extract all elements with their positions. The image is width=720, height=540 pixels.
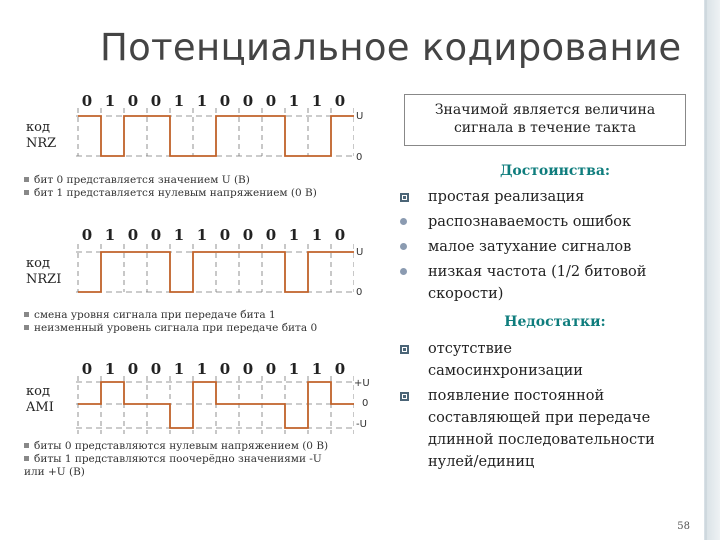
disadvantages-heading: Недостатки: <box>504 314 606 330</box>
signal-waveform <box>78 116 354 156</box>
bit-label: 0 <box>127 360 139 378</box>
signal-diagram-nrzi <box>74 242 354 294</box>
bit-label: 1 <box>173 92 185 110</box>
bit-label: 1 <box>311 360 323 378</box>
bit-label: 0 <box>219 226 231 244</box>
list-item-line: составляющей при передаче <box>428 410 651 426</box>
code-label-ami <box>26 384 54 416</box>
bit-label: 1 <box>288 92 300 110</box>
signal-diagram-ami <box>74 374 354 436</box>
note-line: биты 0 представляются нулевым напряжением (0 В) <box>24 440 328 453</box>
bit-label: 0 <box>81 92 93 110</box>
bullet-dot-icon <box>400 268 407 275</box>
bit-label: 0 <box>265 92 277 110</box>
info-box-line: Значимой является величина <box>434 102 656 118</box>
bit-label: 0 <box>242 226 254 244</box>
bullet-dot-icon <box>400 243 407 250</box>
bit-label: 0 <box>81 360 93 378</box>
code-label-nrz <box>26 120 56 152</box>
list-item-line: низкая частота (1/2 битовой <box>428 264 647 280</box>
bullet-square-icon <box>24 177 29 182</box>
bit-label: 0 <box>150 92 162 110</box>
bit-label: 0 <box>242 92 254 110</box>
list-item-line: отсутствие <box>428 341 512 357</box>
list-item-line: малое затухание сигналов <box>428 239 632 255</box>
bit-label: 0 <box>242 360 254 378</box>
bit-label: 0 <box>150 360 162 378</box>
decorative-side-bar <box>700 0 720 540</box>
code-label-nrzi <box>26 256 61 288</box>
advantages-heading: Достоинства: <box>499 163 611 179</box>
level-label-ami-plus-u: +U <box>354 378 370 389</box>
bullet-dot-icon <box>400 218 407 225</box>
list-item-line: длинной последовательности <box>428 432 655 448</box>
code-label-name: NRZI <box>26 272 62 287</box>
list-item-line: нулей/единиц <box>428 454 535 470</box>
bit-label: 1 <box>196 360 208 378</box>
bit-label: 0 <box>265 360 277 378</box>
note-line: бит 0 представляется значением U (В) <box>24 174 317 187</box>
bullet-square-icon <box>24 456 29 461</box>
bit-label: 1 <box>311 226 323 244</box>
list-item-line: самосинхронизации <box>428 363 583 379</box>
note-line: или +U (В) <box>24 466 85 478</box>
bit-label: 1 <box>104 360 116 378</box>
info-box-line: сигнала в течение такта <box>453 120 637 136</box>
notes-ami <box>24 440 328 479</box>
slide-title: Потенциальное кодирование <box>100 26 682 69</box>
note-line: смена уровня сигнала при передаче бита 1 <box>24 309 317 322</box>
level-label-ami-minus-u: -U <box>356 419 367 430</box>
note-line: неизменный уровень сигнала при передаче бита 0 <box>24 322 317 335</box>
bullet-square-icon <box>24 190 29 195</box>
bullet-square-icon <box>24 325 29 330</box>
code-label-word: код <box>26 120 50 135</box>
bullet-square-icon <box>400 392 409 401</box>
level-label-nrz-u: U <box>356 111 364 122</box>
bullet-square-icon <box>24 312 29 317</box>
disadvantages-list <box>400 339 700 479</box>
bit-label: 1 <box>196 92 208 110</box>
code-label-word: код <box>26 384 50 399</box>
bit-label: 0 <box>150 226 162 244</box>
bit-label: 0 <box>81 226 93 244</box>
bit-label: 0 <box>219 360 231 378</box>
bullet-square-icon <box>400 345 409 354</box>
bit-label: 0 <box>127 92 139 110</box>
advantages-list <box>400 187 700 312</box>
bit-label: 1 <box>104 92 116 110</box>
notes-nrzi <box>24 309 317 335</box>
bit-label: 0 <box>334 92 346 110</box>
notes-nrz <box>24 174 317 200</box>
list-item-line: появление постоянной <box>428 388 605 404</box>
level-label-ami-0: 0 <box>362 398 369 409</box>
bullet-square-icon <box>400 193 409 202</box>
bit-label: 0 <box>127 226 139 244</box>
level-label-nrzi-0: 0 <box>356 287 363 298</box>
bit-label: 0 <box>334 226 346 244</box>
bit-label: 1 <box>104 226 116 244</box>
bit-label: 1 <box>311 92 323 110</box>
info-box <box>404 94 686 146</box>
note-line: бит 1 представляется нулевым напряжением (0 В) <box>24 187 317 200</box>
bit-label: 0 <box>219 92 231 110</box>
code-label-name: NRZ <box>26 136 57 151</box>
list-item-line: простая реализация <box>428 189 585 205</box>
level-label-nrz-0: 0 <box>356 152 363 163</box>
bit-label: 0 <box>334 360 346 378</box>
bit-label: 1 <box>288 360 300 378</box>
note-line: биты 1 представляются поочерёдно значениями -U <box>24 453 328 466</box>
signal-diagram-nrz <box>74 106 354 158</box>
bit-label: 1 <box>196 226 208 244</box>
bit-label: 1 <box>288 226 300 244</box>
list-item-line: скорости) <box>428 286 504 302</box>
level-label-nrzi-u: U <box>356 247 364 258</box>
bullet-square-icon <box>24 443 29 448</box>
list-item-line: распознаваемость ошибок <box>428 214 632 230</box>
bit-label: 0 <box>265 226 277 244</box>
bit-label: 1 <box>173 360 185 378</box>
code-label-word: код <box>26 256 50 271</box>
code-label-name: AMI <box>26 400 54 415</box>
bit-label: 1 <box>173 226 185 244</box>
page-number: 58 <box>677 521 690 532</box>
